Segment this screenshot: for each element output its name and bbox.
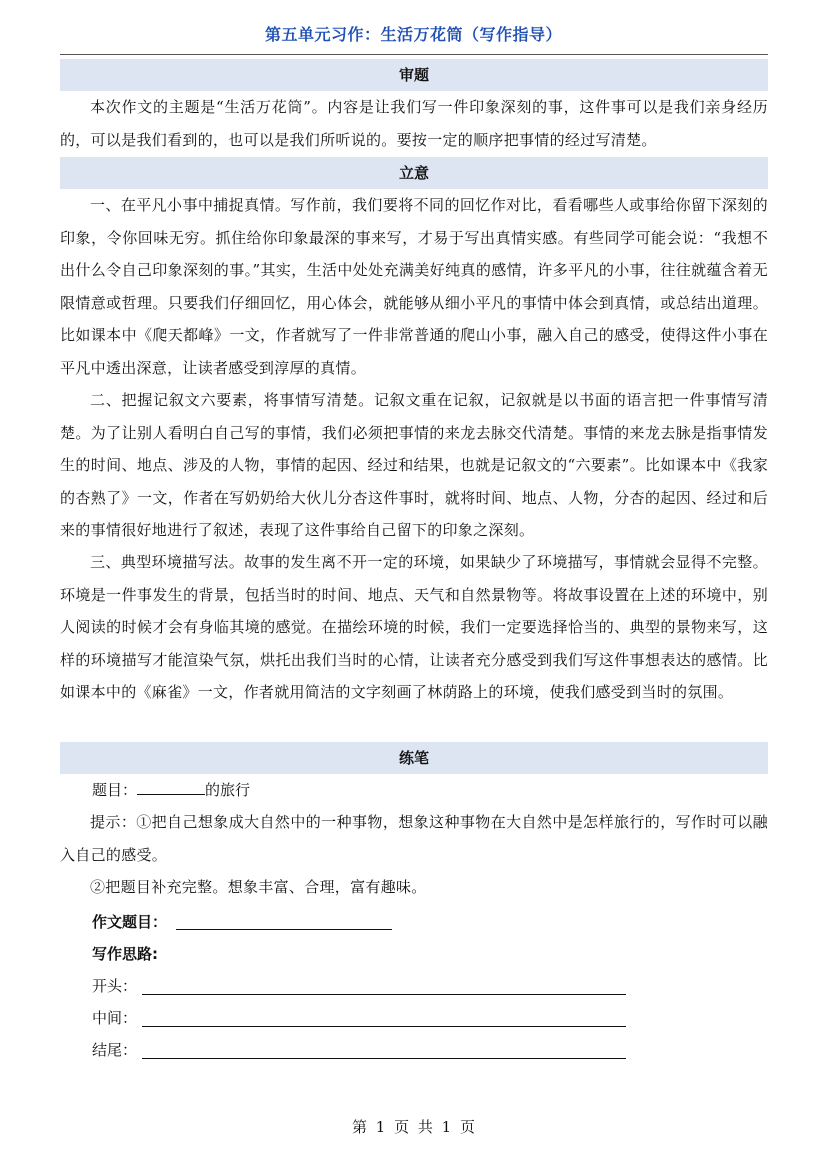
liyi-paragraph-3: 三、典型环境描写法。故事的发生离不开一定的环境，如果缺少了环境描写，事情就会显得不完整。环境是一件事发生的背景，包括当时的时间、地点、天气和自然景物等。将故事设置在上述的环境中，别人阅读的时候才会有身临其境的感觉。在描绘环境的时候，我们一定要选择恰当的、典型的景物来写，这样的环境描写才能渲染气氛，烘托出我们当时的心情，让读者充分感受到我们写这件事想表达的感情。比如课本中的《麻雀》一文，作者就用简洁的文字刻画了林荫路上的环境，使我们感受到当时的氛围。 [60,553,768,701]
section-heading-liyi: 立意 [60,157,768,189]
hint-paragraph-1: 提示：①把自己想象成大自然中的一种事物，想象这种事物在大自然中是怎样旅行的，写作时可以融入自己的感受。 [60,813,768,864]
topic-blank[interactable] [137,780,205,795]
opening-blank[interactable] [142,994,626,995]
section-heading-shenti: 审题 [60,59,768,91]
ending-label: 结尾： [92,1041,138,1059]
page-footer: 第 1 页 共 1 页 [352,1118,475,1136]
opening-label: 开头： [92,977,138,995]
hint-paragraph-2: ②把题目补充完整。想象丰富、合理，富有趣味。 [90,878,427,896]
middle-blank[interactable] [142,1026,626,1027]
essay-title-blank[interactable] [176,929,392,930]
liyi-paragraph-1: 一、在平凡小事中捕捉真情。写作前，我们要将不同的回忆作对比，看看哪些人或事给你留下深刻的印象，令你回味无穷。抓住给你印象最深的事来写，才易于写出真情实感。有些同学可能会说：“我想不出什么令自己印象深刻的事。”其实，生活中处处充满美好纯真的感情，许多平凡的小事，往往就蕴含着无限情意或哲理。只要我们仔细回忆，用心体会，就能够从细小平凡的事情中体会到真情，或总结出道理。比如课本中《爬天都峰》一文，作者就写了一件非常普通的爬山小事，融入自己的感受，使得这件小事在平凡中透出深意，让读者感受到淳厚的真情。 [60,196,768,377]
topic-label: 题目： [92,781,138,799]
section-heading-lianbi: 练笔 [60,742,768,774]
liyi-paragraph-2: 二、把握记叙文六要素，将事情写清楚。记叙文重在记叙，记叙就是以书面的语言把一件事情写清楚。为了让别人看明白自己写的事情，我们必须把事情的来龙去脉交代清楚。事情的来龙去脉是指事情发生的时间、地点、涉及的人物，事情的起因、经过和结果，也就是记叙文的“六要素”。比如课本中《我家的杏熟了》一文，作者在写奶奶给大伙儿分杏这件事时，就将时间、地点、人物，分杏的起因、经过和后来的事情很好地进行了叙述，表现了这件事给自己留下的印象之深刻。 [60,391,768,539]
approach-label: 写作思路: [92,945,158,963]
middle-label: 中间： [92,1009,138,1027]
title-divider [60,54,768,55]
ending-blank[interactable] [142,1058,626,1059]
essay-title-label: 作文题目： [92,913,168,931]
page-title: 第五单元习作：生活万花筒（写作指导） [264,25,562,44]
topic-line [92,774,250,806]
shenti-paragraph: 本次作文的主题是“生活万花筒”。内容是让我们写一件印象深刻的事，这件事可以是我们亲身经历的，可以是我们看到的，也可以是我们所听说的。要按一定的顺序把事情的经过写清楚。 [60,98,768,149]
topic-suffix: 的旅行 [205,781,251,799]
